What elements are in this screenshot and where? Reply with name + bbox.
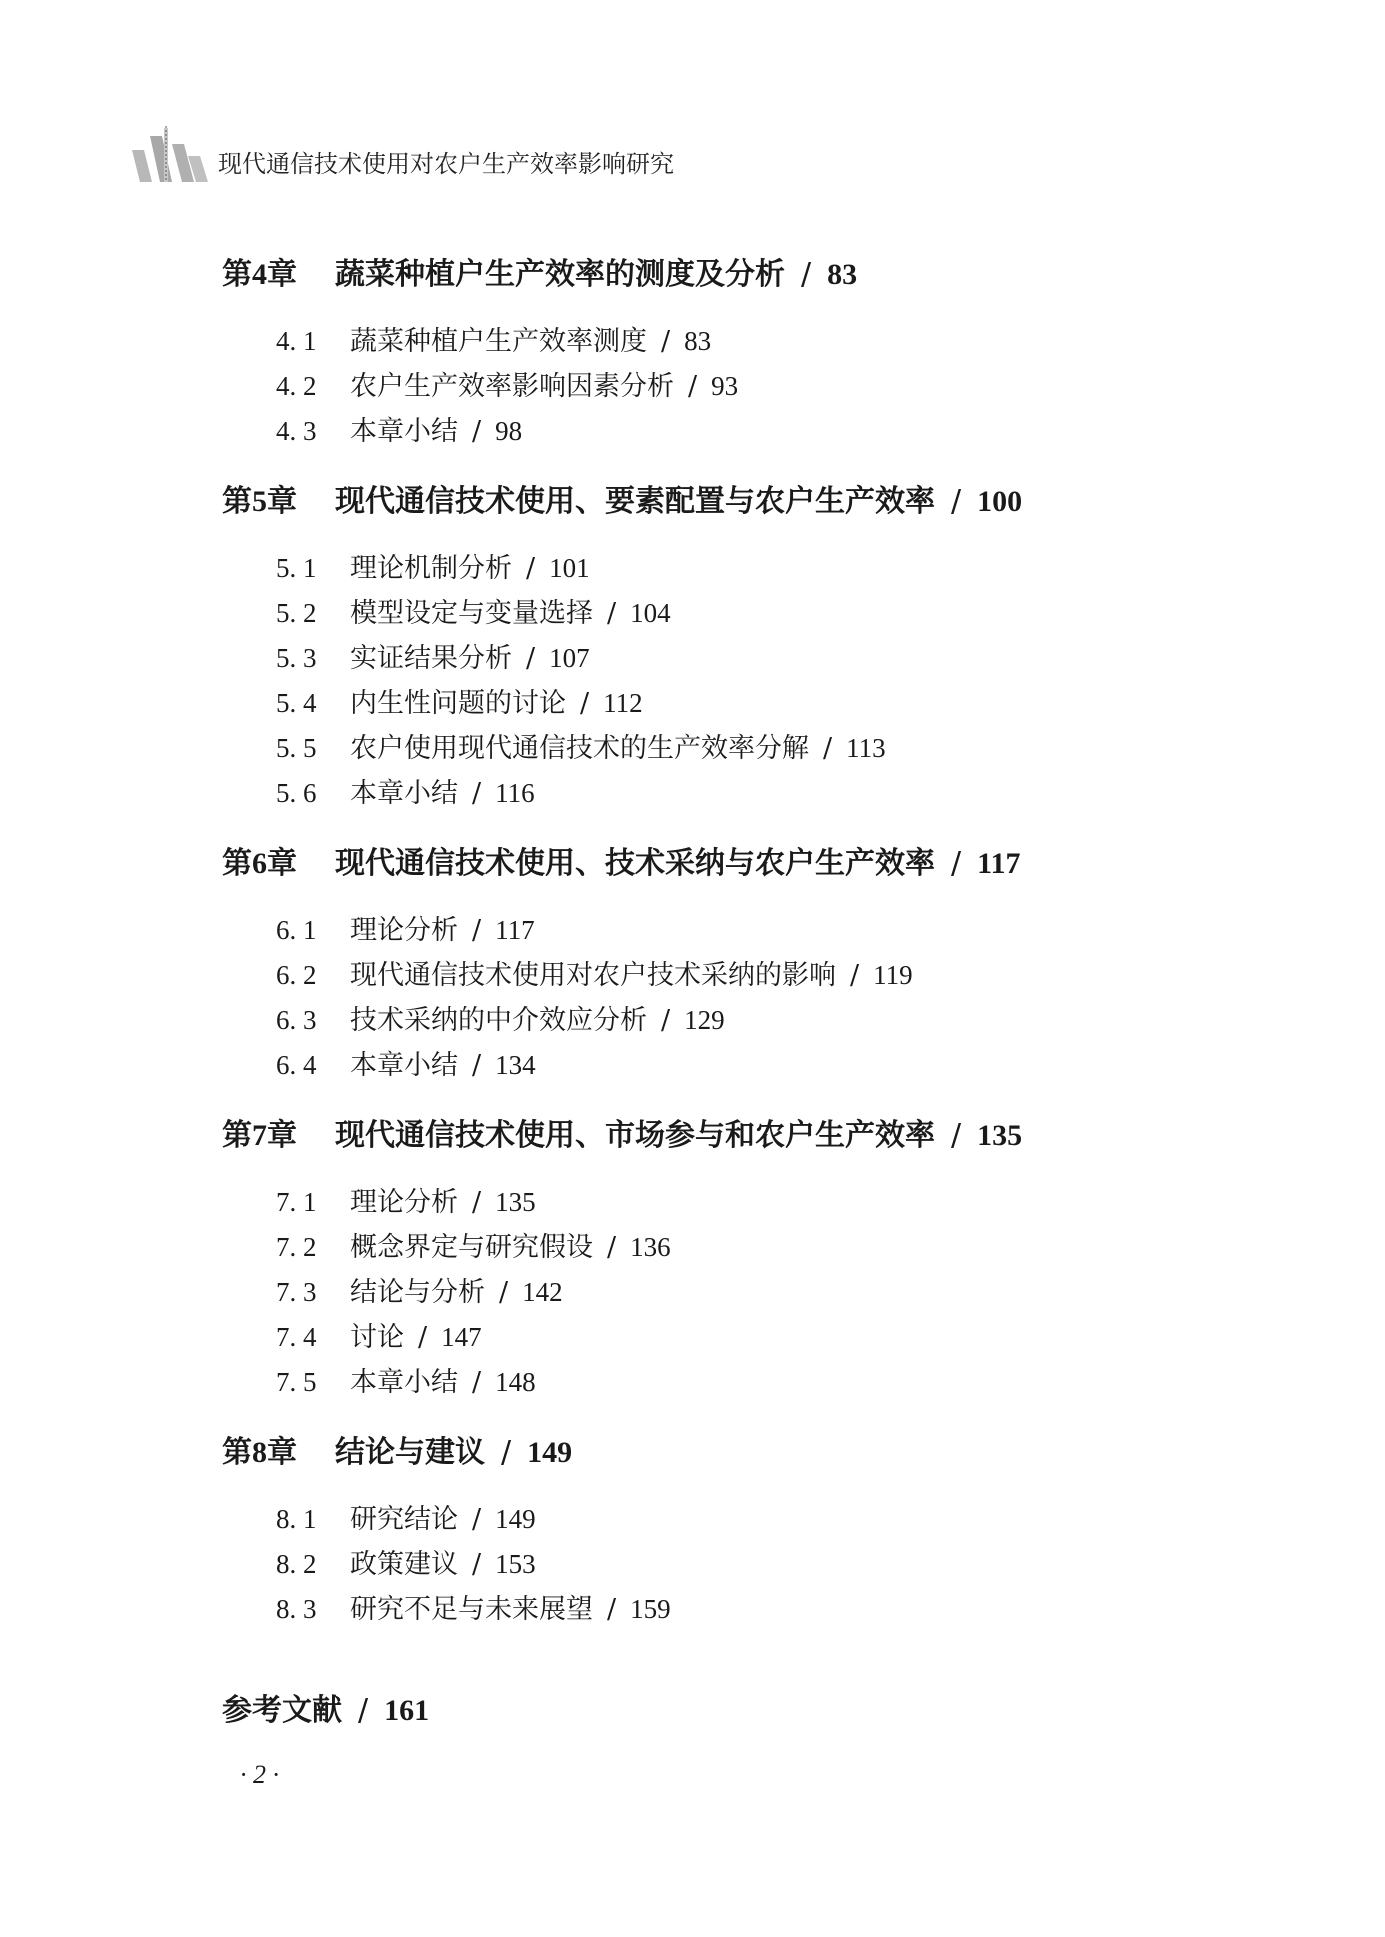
section-entry[interactable]	[222, 546, 1222, 591]
section-entry[interactable]	[222, 1315, 1222, 1360]
chapter-heading[interactable]	[222, 255, 1222, 295]
separator: /	[688, 371, 698, 402]
separator: /	[472, 1050, 482, 1081]
chapter-prefix: 第	[222, 1435, 252, 1470]
separator: /	[526, 643, 536, 674]
section-title: 模型设定与变量选择	[350, 598, 593, 629]
section-number: 5. 4	[276, 688, 317, 718]
chapter-title: 现代通信技术使用、市场参与和农户生产效率	[335, 1118, 935, 1153]
chapter-heading[interactable]	[222, 1116, 1222, 1156]
section-title: 农户使用现代通信技术的生产效率分解	[350, 733, 809, 764]
series-logo-icon	[128, 126, 208, 182]
section-list	[222, 908, 1222, 1088]
chapter-num: 5	[252, 485, 267, 518]
section-page: 107	[549, 643, 590, 673]
section-title: 内生性问题的讨论	[350, 688, 566, 719]
section-number: 6. 4	[276, 1050, 317, 1080]
separator: /	[661, 1005, 671, 1036]
section-number: 5. 1	[276, 553, 317, 583]
chapter-heading[interactable]	[222, 844, 1222, 884]
separator: /	[472, 1367, 482, 1398]
section-entry[interactable]	[222, 1180, 1222, 1225]
separator: /	[607, 1232, 617, 1263]
chapter-prefix: 第	[222, 1118, 252, 1153]
section-number: 7. 2	[276, 1232, 317, 1262]
section-page: 129	[684, 1005, 725, 1035]
separator: /	[358, 1693, 369, 1728]
section-entry[interactable]	[222, 681, 1222, 726]
separator: /	[607, 1594, 617, 1625]
section-number: 6. 1	[276, 915, 317, 945]
separator: /	[418, 1322, 428, 1353]
section-number: 5. 2	[276, 598, 317, 628]
section-entry[interactable]	[222, 1587, 1222, 1632]
section-title: 研究不足与未来展望	[350, 1594, 593, 1625]
section-title: 理论机制分析	[350, 553, 512, 584]
page-folio: · 2 ·	[240, 1760, 279, 1789]
section-entry[interactable]	[222, 908, 1222, 953]
section-page: 98	[495, 416, 523, 446]
chapter-title: 蔬菜种植户生产效率的测度及分析	[335, 257, 785, 292]
section-entry[interactable]	[222, 1360, 1222, 1405]
chapter-suffix: 章	[267, 846, 297, 881]
section-entry[interactable]	[222, 409, 1222, 454]
section-page: 113	[846, 733, 886, 763]
separator: /	[823, 733, 833, 764]
chapter-suffix: 章	[267, 1435, 297, 1470]
chapter-prefix: 第	[222, 257, 252, 292]
separator: /	[472, 416, 482, 447]
chapter-block	[222, 255, 1222, 454]
chapter-title: 现代通信技术使用、要素配置与农户生产效率	[335, 484, 935, 519]
section-title: 本章小结	[350, 778, 458, 809]
section-entry[interactable]	[222, 1043, 1222, 1088]
running-header	[128, 126, 1028, 186]
chapter-suffix: 章	[267, 1118, 297, 1153]
chapter-suffix: 章	[267, 257, 297, 292]
section-entry[interactable]	[222, 1270, 1222, 1315]
section-number: 6. 2	[276, 960, 317, 990]
section-page: 116	[495, 778, 535, 808]
chapter-number	[222, 1433, 297, 1473]
section-entry[interactable]	[222, 1542, 1222, 1587]
section-number: 8. 3	[276, 1594, 317, 1624]
section-number: 4. 2	[276, 371, 317, 401]
section-page: 135	[495, 1187, 536, 1217]
chapter-number	[222, 1116, 297, 1156]
chapter-number	[222, 482, 297, 522]
section-title: 研究结论	[350, 1504, 458, 1535]
section-title: 实证结果分析	[350, 643, 512, 674]
chapter-prefix: 第	[222, 846, 252, 881]
section-title: 现代通信技术使用对农户技术采纳的影响	[350, 960, 836, 991]
separator: /	[501, 1435, 512, 1470]
section-entry[interactable]	[222, 1225, 1222, 1270]
section-page: 104	[630, 598, 671, 628]
separator: /	[499, 1277, 509, 1308]
section-page: 93	[711, 371, 739, 401]
section-entry[interactable]	[222, 319, 1222, 364]
section-page: 117	[495, 915, 535, 945]
references-title: 参考文献	[222, 1693, 342, 1728]
section-number: 7. 1	[276, 1187, 317, 1217]
section-entry[interactable]	[222, 636, 1222, 681]
chapter-block	[222, 1433, 1222, 1632]
section-page: 149	[495, 1504, 536, 1534]
chapter-heading[interactable]	[222, 1433, 1222, 1473]
section-list	[222, 546, 1222, 816]
section-number: 5. 5	[276, 733, 317, 763]
separator: /	[951, 846, 962, 881]
section-page: 159	[630, 1594, 671, 1624]
section-page: 136	[630, 1232, 671, 1262]
section-page: 153	[495, 1549, 536, 1579]
section-title: 技术采纳的中介效应分析	[350, 1005, 647, 1036]
separator: /	[951, 1118, 962, 1153]
separator: /	[607, 598, 617, 629]
section-page: 112	[603, 688, 643, 718]
section-page: 148	[495, 1367, 536, 1397]
section-page: 119	[873, 960, 913, 990]
chapter-heading[interactable]	[222, 482, 1222, 522]
section-title: 本章小结	[350, 1367, 458, 1398]
references-entry[interactable]	[222, 1685, 429, 1729]
section-page: 142	[522, 1277, 563, 1307]
chapter-page: 83	[827, 258, 858, 291]
chapter-number	[222, 255, 297, 295]
section-title: 蔬菜种植户生产效率测度	[350, 326, 647, 357]
section-number: 8. 2	[276, 1549, 317, 1579]
separator: /	[472, 778, 482, 809]
separator: /	[580, 688, 590, 719]
chapter-num: 6	[252, 847, 267, 880]
section-title: 结论与分析	[350, 1277, 485, 1308]
section-number: 4. 3	[276, 416, 317, 446]
section-page: 134	[495, 1050, 536, 1080]
section-title: 讨论	[350, 1322, 404, 1353]
section-entry[interactable]	[222, 953, 1222, 998]
chapter-page: 135	[977, 1119, 1023, 1152]
separator: /	[472, 1549, 482, 1580]
chapter-title: 结论与建议	[335, 1435, 485, 1470]
chapter-num: 7	[252, 1119, 267, 1152]
chapter-block	[222, 844, 1222, 1088]
section-entry[interactable]	[222, 1497, 1222, 1542]
references-page: 161	[384, 1694, 430, 1727]
section-number: 8. 1	[276, 1504, 317, 1534]
section-list	[222, 1180, 1222, 1405]
section-page: 147	[441, 1322, 482, 1352]
section-title: 本章小结	[350, 416, 458, 447]
separator: /	[801, 257, 812, 292]
section-entry[interactable]	[222, 591, 1222, 636]
section-entry[interactable]	[222, 726, 1222, 771]
section-number: 5. 3	[276, 643, 317, 673]
section-number: 5. 6	[276, 778, 317, 808]
separator: /	[472, 1187, 482, 1218]
section-entry[interactable]	[222, 998, 1222, 1043]
section-title: 本章小结	[350, 1050, 458, 1081]
section-entry[interactable]	[222, 771, 1222, 816]
separator: /	[951, 484, 962, 519]
section-list	[222, 1497, 1222, 1632]
section-number: 7. 3	[276, 1277, 317, 1307]
section-entry[interactable]	[222, 364, 1222, 409]
separator: /	[472, 1504, 482, 1535]
section-page: 83	[684, 326, 712, 356]
separator: /	[472, 915, 482, 946]
chapter-block	[222, 482, 1222, 816]
section-page: 101	[549, 553, 590, 583]
chapter-num: 8	[252, 1436, 267, 1469]
chapter-number	[222, 844, 297, 884]
chapter-block	[222, 1116, 1222, 1405]
chapter-prefix: 第	[222, 484, 252, 519]
table-of-contents	[222, 255, 1222, 1660]
section-number: 7. 5	[276, 1367, 317, 1397]
separator: /	[850, 960, 860, 991]
section-title: 农户生产效率影响因素分析	[350, 371, 674, 402]
section-title: 理论分析	[350, 915, 458, 946]
header-title: 现代通信技术使用对农户生产效率影响研究	[218, 150, 674, 178]
separator: /	[526, 553, 536, 584]
section-title: 政策建议	[350, 1549, 458, 1580]
section-title: 理论分析	[350, 1187, 458, 1218]
chapter-title: 现代通信技术使用、技术采纳与农户生产效率	[335, 846, 935, 881]
section-number: 7. 4	[276, 1322, 317, 1352]
separator: /	[661, 326, 671, 357]
section-title: 概念界定与研究假设	[350, 1232, 593, 1263]
chapter-page: 100	[977, 485, 1023, 518]
chapter-suffix: 章	[267, 484, 297, 519]
section-number: 4. 1	[276, 326, 317, 356]
chapter-page: 149	[527, 1436, 573, 1469]
section-list	[222, 319, 1222, 454]
section-number: 6. 3	[276, 1005, 317, 1035]
chapter-page: 117	[977, 847, 1021, 880]
chapter-num: 4	[252, 258, 267, 291]
